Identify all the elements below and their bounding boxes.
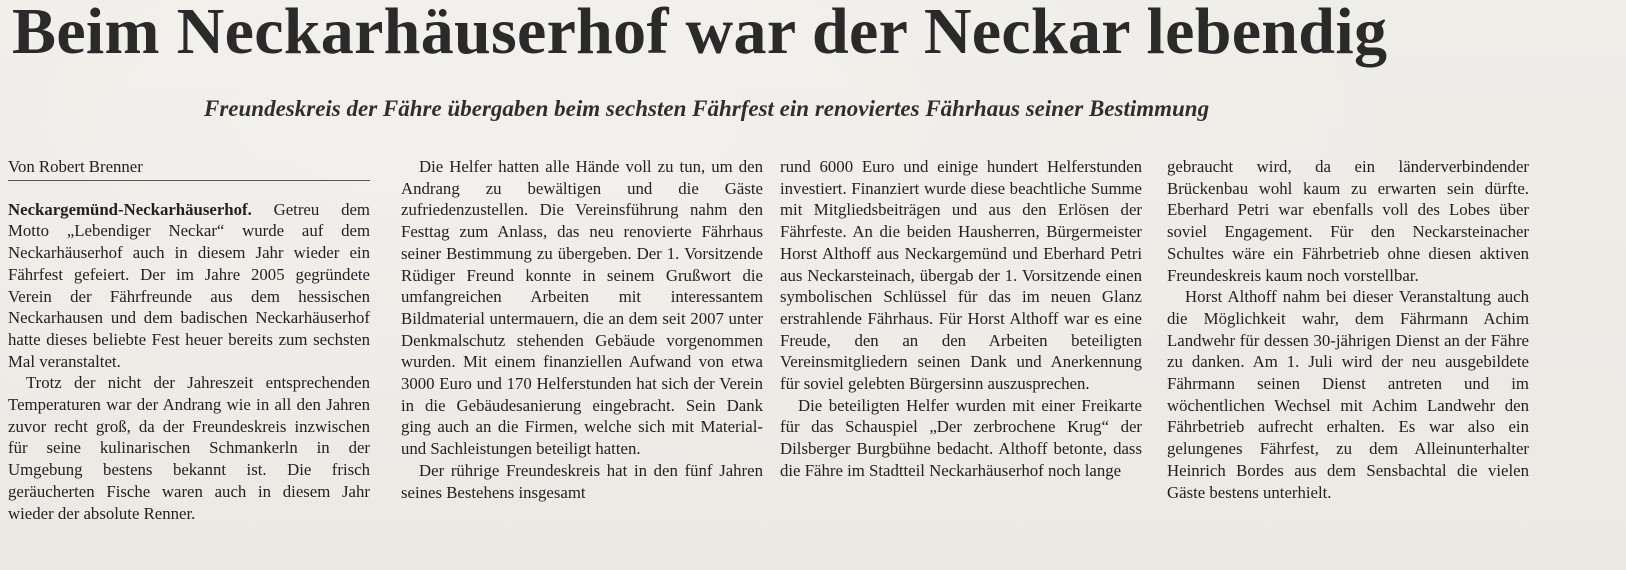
paragraph: Die beteiligten Helfer wurden mit einer Freikarte für das Schauspiel „Der zerbrochene Krug“ der Dilsberger Burgbühne bedacht. Althoff betonte, dass die Fähre im Stadtteil Neckarhäuserhof noch lange: [780, 395, 1142, 480]
paragraph: [8, 199, 370, 373]
paragraph-text: Getreu dem Motto „Lebendiger Neckar“ wurde auf dem Neckarhäuserhof auch in diesem Jahr wieder ein Fährfest gefeiert. Der im Jahre 2005 gegründete Verein der Fährfreunde aus dem hessischen Neckarhausen und dem badischen Neckarhäuserhof hatte dieses beliebte Fest heuer bereits zum sechsten Mal veranstaltet.: [8, 199, 370, 371]
paragraph: Die Helfer hatten alle Hände voll zu tun, um den Andrang zu bewältigen und die Gäste zufriedenzustellen. Die Vereinsführung nahm den Festtag zum Anlass, das neu renovierte Fährhaus seiner Bestimmung zu übergeben. Der 1. Vorsitzende Rüdiger Freund konnte in seinem Grußwort die umfangreichen Arbeiten mit interessantem Bildmaterial untermauern, die an dem seit 2007 unter Denkmalschutz stehenden Gebäude vorgenommen wurden. Mit einem finanziellen Aufwand von etwa 3000 Euro und 170 Helferstunden hat sich der Verein in die Gebäudesanierung eingebracht. Sein Dank ging auch an die Firmen, welche sich mit Material- und Sachleistungen beteiligt hatten.: [401, 157, 763, 459]
article-headline: Beim Neckarhäuserhof war der Neckar lebendig: [12, 0, 1388, 68]
article-column-3: [780, 156, 1142, 482]
paragraph: Horst Althoff nahm bei dieser Veranstaltung auch die Möglichkeit wahr, dem Fährmann Achim Landwehr für dessen 30-jährigen Dienst an der Fähre zu danken. Am 1. Juli wird der neu ausgebildete Fährmann seinen Dienst antreten und im wöchentlichen Wechsel mit Achim Landwehr den Fährbetrieb aufrecht erhalten. Es war also ein gelungenes Fährfest, zu dem Alleinunterhalter Heinrich Bordes aus dem Sensbachtal die vielen Gäste bestens unterhielt.: [1167, 287, 1529, 502]
paragraph: Trotz der nicht der Jahreszeit entsprechenden Temperaturen war der Andrang wie in all den Jahren zuvor recht groß, da der Freundeskreis inzwischen für seine kulinarischen Schmankerln in der Umgebung bestens bekannt ist. Die frisch geräucherten Fische waren auch in diesem Jahr wieder der absolute Renner.: [8, 373, 370, 523]
article-column-1: [8, 156, 370, 524]
article-subheadline: Freundeskreis der Fähre übergaben beim sechsten Fährfest ein renoviertes Fährhaus seiner Bestimmung: [204, 96, 1210, 121]
article-byline: Von Robert Brenner: [8, 156, 370, 181]
paragraph: Der rührige Freundeskreis hat in den fünf Jahren seines Bestehens insgesamt: [401, 460, 763, 502]
paragraph: rund 6000 Euro und einige hundert Helferstunden investiert. Finanziert wurde diese beachtliche Summe mit Mitgliedsbeiträgen und aus den Erlösen der Fährfeste. An die beiden Hausherren, Bürgermeister Horst Althoff aus Neckargemünd und Eberhard Petri aus Neckarsteinach, übergab der 1. Vorsitzende einen symbolischen Schlüssel für das im neuen Glanz erstrahlende Fährhaus. Für Horst Althoff war es eine Freude, den an den Arbeiten beteiligten Vereinsmitgliedern seinen Dank und Anerkennung für soviel gelebten Bürgersinn auszusprechen.: [780, 157, 1142, 394]
article-dateline: Neckargemünd-Neckarhäuserhof.: [8, 199, 252, 219]
article-column-2: [401, 156, 763, 503]
paragraph: gebraucht wird, da ein länderverbindender Brückenbau wohl kaum zu erwarten sein dürfte. Eberhard Petri war ebenfalls voll des Lobes über soviel Engagement. Für den Neckarsteinacher Schultes wäre ein Fährbetrieb ohne diesen aktiven Freundeskreis kaum noch vorstellbar.: [1167, 157, 1529, 285]
article-column-4: [1167, 156, 1529, 503]
